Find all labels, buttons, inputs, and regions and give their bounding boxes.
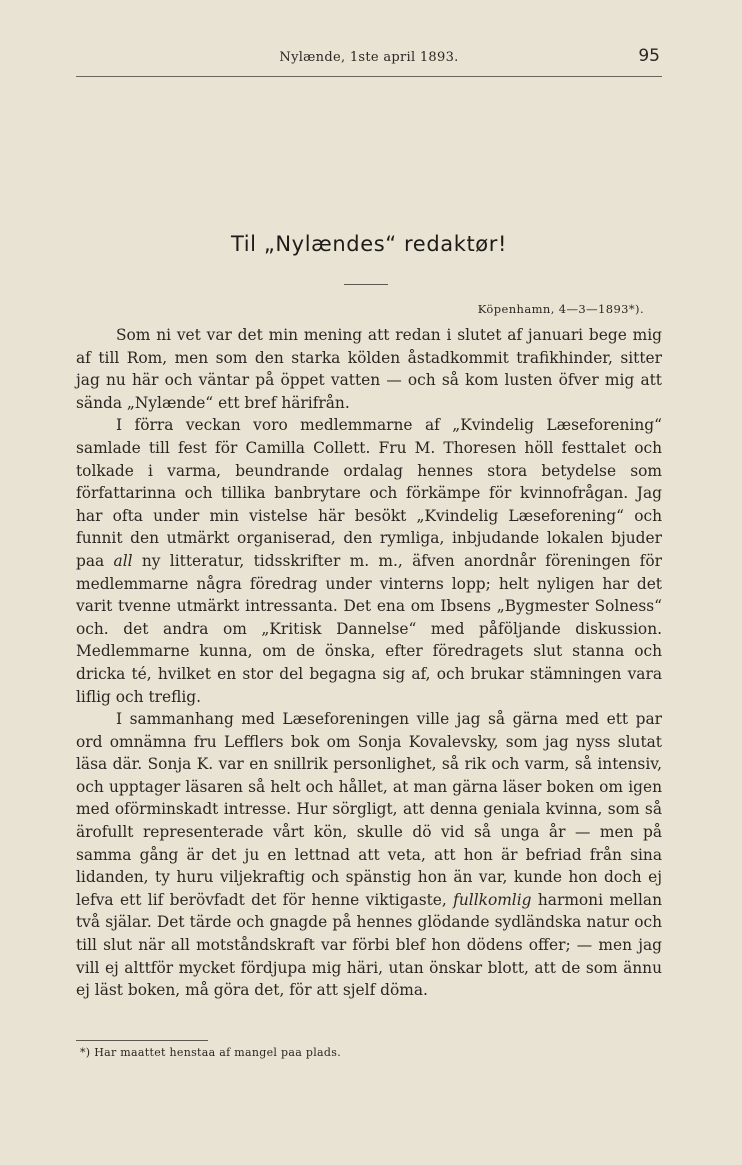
running-header [76,46,662,74]
paragraph-2-text-start: I förra veckan voro medlemmarne af „Kvindelig Læseforening“ samlade till fest för Camilla Collett. Fru M. Thoresen höll festtalet och tolkade i varma, beundrande ordalag hennes stora betydelse som författarinna och tillika banbrytare och förkämpe för kvinnofrågan. Jag har ofta under min vistelse här besökt „Kvindelig Læseforening“ och funnit den utmärkt organiserad, den rymliga, inbjudande lokalen bjuder paa [76,416,662,570]
footnote-text: Har maattet henstaa af mangel paa plads. [94,1046,341,1059]
paragraph-3 [76,708,662,1002]
title-divider [344,284,388,285]
dateline-footnote-marker: *). [628,302,644,316]
emphasis-fullkomlig: fullkomlig [453,890,532,909]
page-number: 95 [638,46,660,66]
paragraph-1 [76,324,662,414]
dateline [478,302,644,316]
footnote-rule [76,1040,208,1041]
paragraph-1-text: Som ni vet var det min mening att redan i slutet af januari bege mig af till Rom, men som den starka kölden åstadkommit trafikhinder, sitter jag nu här och väntar på öppet vatten — och så kom lusten öfver mig att sända „Nylænde“ ett bref härifrån. [76,326,662,412]
header-rule [76,76,662,77]
emphasis-all: all [113,551,133,570]
article-title: Til „Nylændes“ redaktør! [230,232,508,256]
running-title: Nylænde, 1ste april 1893. [279,50,459,65]
paragraph-3-text-start: I sammanhang med Læseforeningen ville jag så gärna med ett par ord omnämna fru Lefflers bok om Sonja Kovalevsky, som jag nyss slutat läsa där. Sonja K. var en snillrik personlighet, så rik och varm, så intensiv, och upptager läsaren så helt och hållet, at man gärna läser boken om igen med oförminskadt intresse. Hur sörgligt, att denna geniala kvinna, som så ärofullt representerade vårt kön, skulle dö vid så unga år — men på samma gång är det ju en lettnad att veta, att hon är befriad från sina lidanden, ty huru viljekraftig och spänstig hon än var, kunde hon doch ej lefva ett lif berövfadt det för henne viktigaste, [76,710,662,909]
paragraph-2-text-end: ny litteratur, tidsskrifter m. m., äfven anordnår föreningen för medlemmarne några föredrag under vinterns lopp; helt nyligen har det varit tvenne utmärkt intressanta. Det ena om Ibsens „Bygmester Solness“ och. det andra om „Kritisk Dannelse“ med påföljande diskussion. Medlemmarne kunna, om de önska, efter föredragets slut stanna och dricka té, hvilket en stor del begagna sig af, och brukar stämningen vara liflig och treflig. [76,551,662,706]
footnote-marker: *) [80,1046,91,1059]
article-body [76,324,662,1002]
footnote [80,1046,341,1059]
paragraph-2 [76,414,662,708]
dateline-text: Köpenhamn, 4—3—1893 [477,302,629,316]
paragraph-3-text-end: harmoni mellan två själar. Det tärde och gnagde på hennes glödande sydländska natur och till slut när all motståndskraft var förbi blef hon dödens offer; — men jag vill ej alttför mycket fördjupa mig häri, utan önskar blott, att de som ännu ej läst boken, må göra det, för att sjelf döma. [76,890,662,1000]
